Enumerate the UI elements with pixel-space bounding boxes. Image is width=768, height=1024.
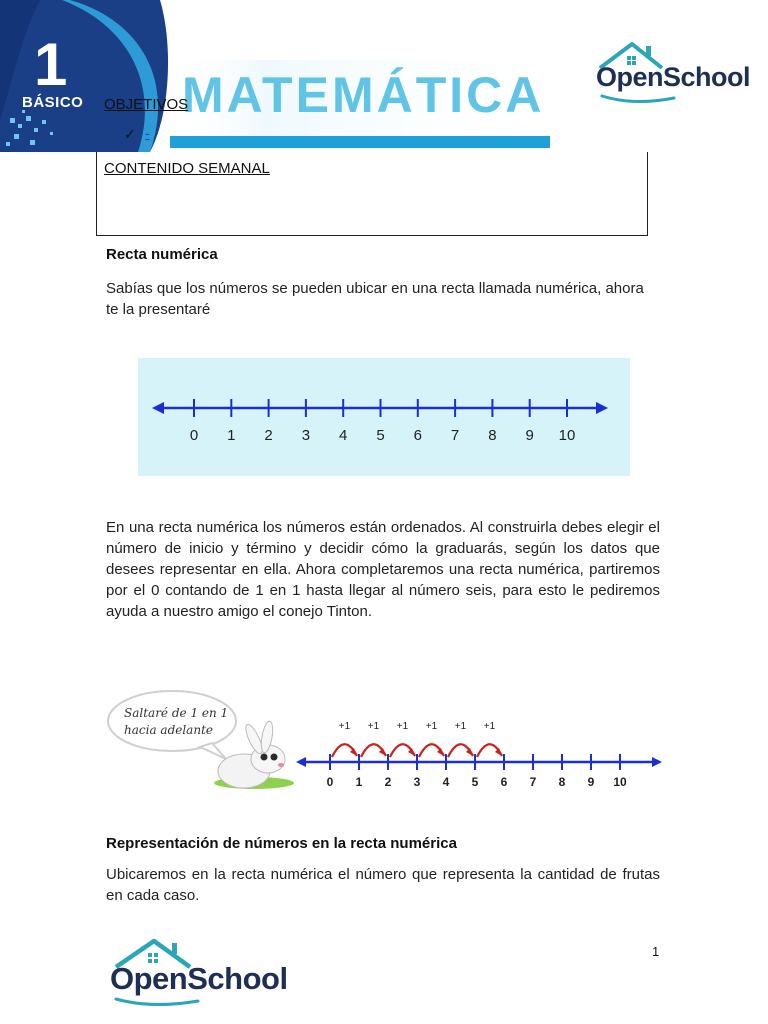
openschool-logo (594, 40, 754, 104)
number-line-label: 6 (413, 427, 422, 444)
speech-bubble (108, 691, 236, 759)
content-title: CONTENIDO SEMANAL (104, 160, 270, 177)
rabbit-number-line-figure (104, 685, 664, 795)
speech-line-1: Saltaré de 1 en 1 (124, 706, 229, 720)
section-title-recta: Recta numérica (106, 246, 218, 263)
footer-logo-swoosh-icon (108, 995, 288, 1009)
speech-line-2: hacia adelante (124, 723, 213, 737)
rabbit-line-label: 4 (442, 775, 450, 789)
rabbit-line-label: 9 (587, 775, 595, 789)
explanation-paragraph: En una recta numérica los números están ordenados. Al construirla debes elegir el número de inicio y término y decidir cómo la graduarás, según los datos que desees representar en ella. Ahora completaremos una recta numérica, partiremos por el 0 contando de 1 en 1 hasta llegar al número seis, para esto le pediremos ayuda a nuestro amigo el conejo Tinton. (106, 519, 660, 620)
rabbit-line-label: 6 (500, 775, 508, 789)
jump-label: +1 (454, 721, 467, 732)
footer-logo-text: OpenSchool (110, 961, 288, 996)
number-line-label: 7 (450, 427, 460, 444)
jump-label: +1 (425, 721, 438, 732)
logo-text: OpenSchool (596, 62, 751, 92)
number-line-figure (138, 358, 630, 476)
section-title-representacion: Representación de números en la recta numérica (106, 835, 457, 852)
number-line-label: 9 (525, 427, 534, 444)
objective-bullet: - (145, 125, 150, 141)
rabbit-line-label: 0 (326, 775, 334, 789)
title-underline-strip (170, 136, 550, 148)
fruits-paragraph: Ubicaremos en la recta numérica el número que representa la cantidad de frutas en cada caso. (106, 866, 660, 904)
rabbit-line-label: 1 (355, 775, 363, 789)
number-line-panel (138, 358, 630, 476)
footer-openschool-logo (108, 935, 288, 1007)
number-line-label: 2 (264, 427, 273, 444)
arrow-left-icon (296, 757, 306, 767)
arrow-right-icon (596, 402, 608, 414)
jump-label: +1 (367, 721, 380, 732)
rabbit-line-label: 10 (613, 775, 627, 789)
rabbit-line-label: 5 (471, 775, 479, 789)
grade-number: 1 (34, 31, 68, 98)
grade-label: BÁSICO (22, 94, 84, 111)
number-line-label: 4 (339, 427, 348, 444)
arrow-right-icon (652, 757, 662, 767)
jump-label: +1 (483, 721, 496, 732)
rabbit-figure-svg (104, 685, 664, 795)
rabbit-line-label: 2 (384, 775, 392, 789)
number-line-label: 1 (227, 427, 236, 444)
jump-label: +1 (338, 721, 351, 732)
intro-paragraph: Sabías que los números se pueden ubicar en una recta llamada numérica, ahora te la presentaré (106, 280, 644, 318)
page-number: 1 (652, 944, 660, 959)
jump-label: +1 (396, 721, 409, 732)
logo-swoosh-icon (594, 92, 754, 106)
subject-title: MATEMÁTICA (182, 67, 545, 123)
rabbit-line-label: 3 (413, 775, 421, 789)
objectives-title: OBJETIVOS (104, 96, 189, 113)
arrow-left-icon (152, 402, 164, 414)
rabbit-line-label: 7 (529, 775, 537, 789)
rabbit-line-label: 8 (558, 775, 566, 789)
number-line-label: 5 (376, 427, 385, 444)
checkmark-icon: ✓ (124, 126, 136, 142)
number-line-label: 8 (488, 427, 497, 444)
number-line-label: 3 (301, 427, 311, 444)
number-line-label: 10 (558, 427, 576, 444)
number-line-label: 0 (189, 427, 199, 444)
